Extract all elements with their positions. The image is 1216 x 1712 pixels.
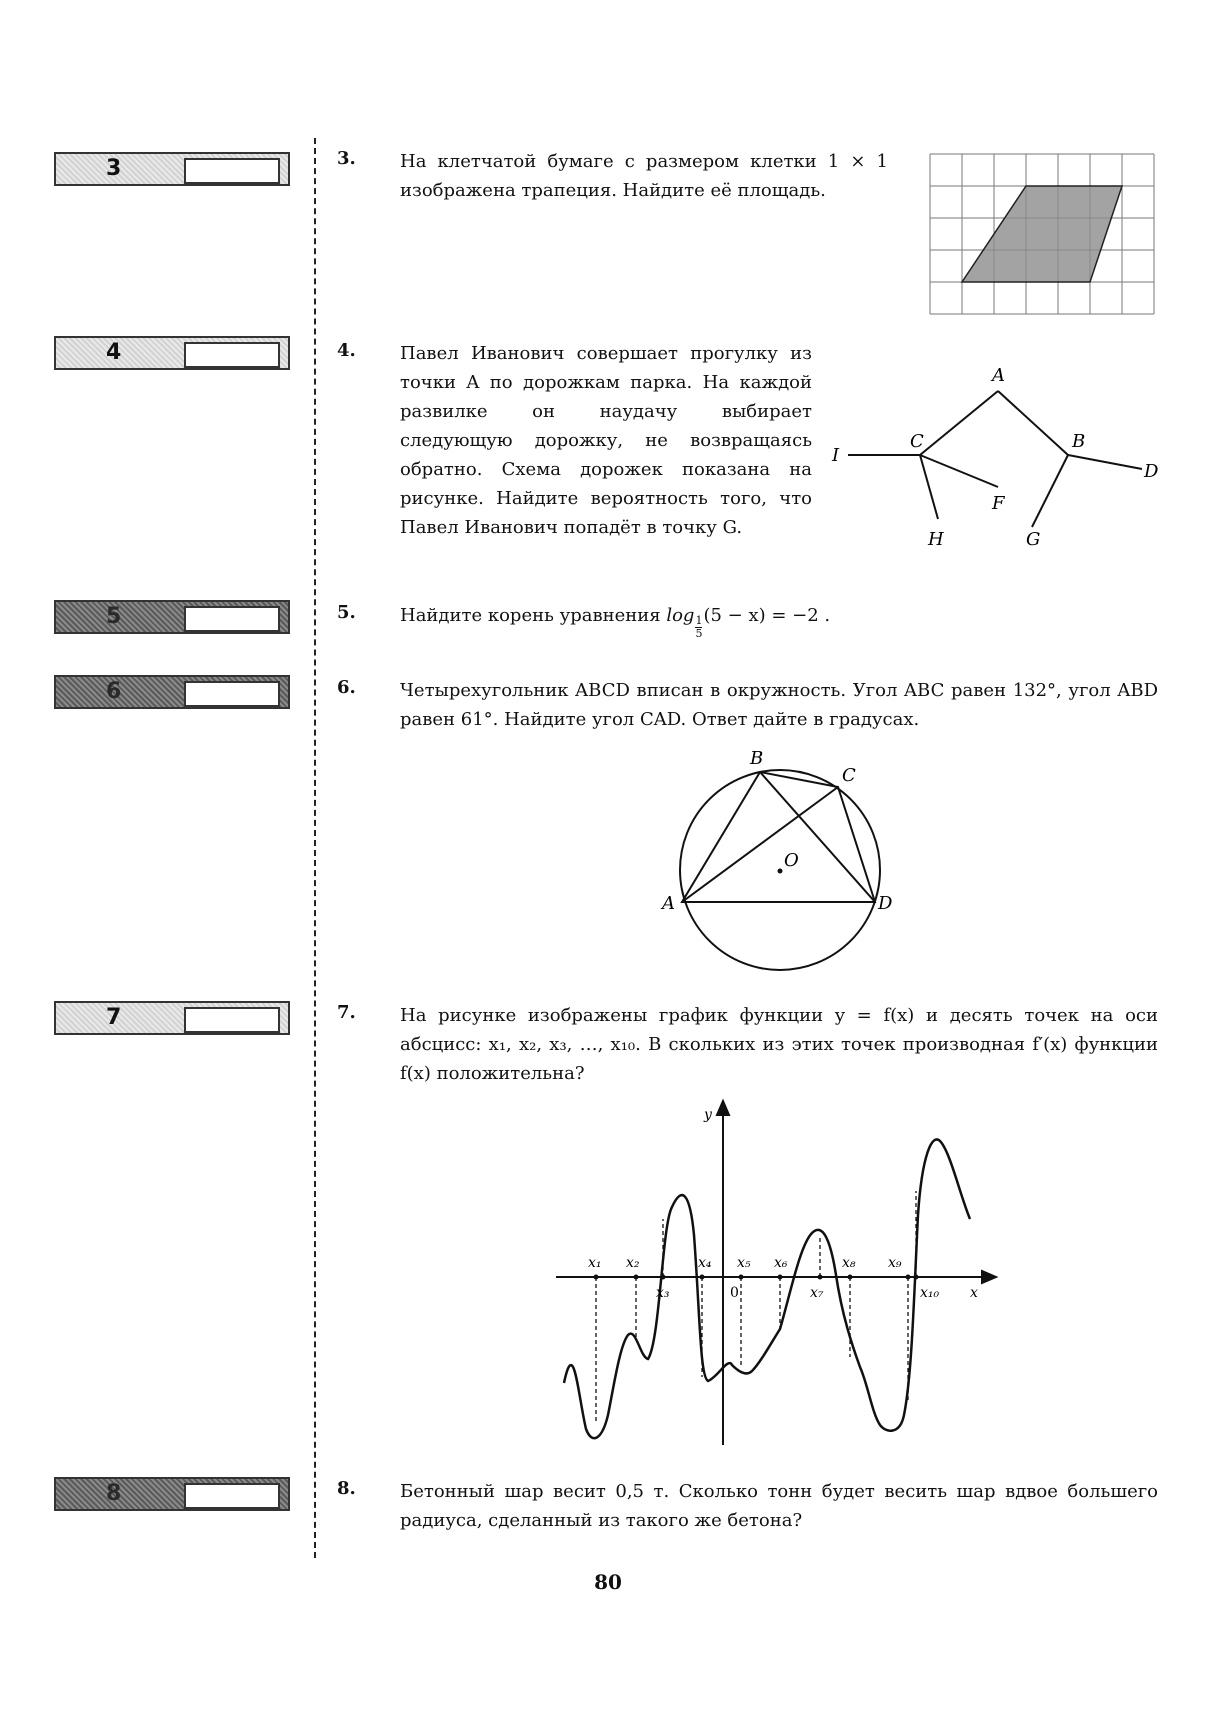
point-label-x1: x₁ <box>588 1255 602 1271</box>
label-A: A <box>992 365 1005 386</box>
page-number: 80 <box>594 1570 622 1594</box>
answer-box-number: 5 <box>106 604 122 629</box>
point-label-x2: x₂ <box>626 1255 640 1271</box>
function-graph <box>550 1095 1010 1455</box>
log-base-denominator: 5 <box>695 627 703 640</box>
point-label-x9: x₉ <box>888 1255 902 1271</box>
label-O: O <box>784 850 799 871</box>
answer-field-5[interactable] <box>184 606 280 632</box>
task-number: 8. <box>337 1478 356 1499</box>
point-label-x10: x₁₀ <box>920 1285 940 1301</box>
point-label-x5: x₅ <box>737 1255 751 1271</box>
task-number: 5. <box>337 602 356 623</box>
label-H: H <box>928 529 944 550</box>
label-C: C <box>842 765 856 786</box>
label-G: G <box>1026 529 1041 550</box>
label-C: C <box>910 431 924 452</box>
task-8-text: Бетонный шар весит 0,5 т. Сколько тонн будет весить шар вдвое большего радиуса, сделанный из такого же бетона? <box>400 1481 1158 1531</box>
task-7-text: На рисунке изображены график функции y = f(x) и десять точек на оси абсцисс: x₁, x₂, x₃, …, x₁₀. В скольких из этих точек производная f′(x) функции f(x) положительна? <box>400 1005 1158 1084</box>
answer-box-7 <box>54 1001 290 1035</box>
task-number: 4. <box>337 340 356 361</box>
trapezoid-shape <box>962 186 1122 282</box>
answer-box-4 <box>54 336 290 370</box>
label-I: I <box>832 445 840 466</box>
point-label-x8: x₈ <box>842 1255 856 1271</box>
task-number: 7. <box>337 1002 356 1023</box>
answer-box-3 <box>54 152 290 186</box>
answer-box-number: 3 <box>106 156 122 181</box>
inscribed-quadrilateral-figure <box>650 745 910 975</box>
origin-label: 0 <box>730 1285 739 1301</box>
dashed-divider <box>314 138 316 1558</box>
answer-box-number: 7 <box>106 1005 122 1030</box>
answer-field-4[interactable] <box>184 342 280 368</box>
point-label-x7: x₇ <box>810 1285 824 1301</box>
label-B: B <box>1072 431 1086 452</box>
answer-box-6 <box>54 675 290 709</box>
log-base-numerator: 1 <box>695 614 703 627</box>
label-B: B <box>750 748 764 769</box>
trapezoid-grid-figure <box>928 152 1158 318</box>
task-4-text: Павел Иванович совершает прогулку из точки A по дорожкам парка. На каждой развилке он наудачу выбирает следующую дорожку, не возвращаясь обратно. Схема дорожек показана на рисунке. Найдите вероятность того, что Павел Иванович попадёт в точку G. <box>400 343 812 538</box>
point-label-x3: x₃ <box>656 1285 670 1301</box>
point-label-x6: x₆ <box>774 1255 788 1271</box>
task-5-text-before: Найдите корень уравнения <box>400 605 667 626</box>
answer-field-7[interactable] <box>184 1007 280 1033</box>
label-D: D <box>1144 461 1159 482</box>
answer-box-number: 4 <box>106 340 122 365</box>
answer-field-3[interactable] <box>184 158 280 184</box>
answer-box-number: 8 <box>106 1481 122 1506</box>
task-number: 6. <box>337 677 356 698</box>
label-D: D <box>878 893 893 914</box>
task-number: 3. <box>337 148 356 169</box>
task-3-text: На клетчатой бумаге с размером клетки 1 × 1 изображена трапеция. Найдите её площадь. <box>400 151 888 201</box>
task-5-text <box>400 601 1120 640</box>
log-sign: log <box>666 605 695 626</box>
axis-label-x: x <box>970 1285 978 1301</box>
axis-label-y: y <box>704 1107 712 1123</box>
answer-box-8 <box>54 1477 290 1511</box>
label-A: A <box>662 893 675 914</box>
park-paths-diagram <box>820 355 1160 555</box>
task-6-text: Четырехугольник ABCD вписан в окружность. Угол ABC равен 132°, угол ABD равен 61°. Найдите угол CAD. Ответ дайте в градусах. <box>400 680 1158 730</box>
task-5-text-after: (5 − x) = −2 . <box>703 605 831 626</box>
answer-box-number: 6 <box>106 679 122 704</box>
label-F: F <box>992 493 1005 514</box>
answer-field-6[interactable] <box>184 681 280 707</box>
function-curve <box>564 1139 970 1438</box>
answer-field-8[interactable] <box>184 1483 280 1509</box>
point-label-x4: x₄ <box>698 1255 712 1271</box>
answer-box-5 <box>54 600 290 634</box>
